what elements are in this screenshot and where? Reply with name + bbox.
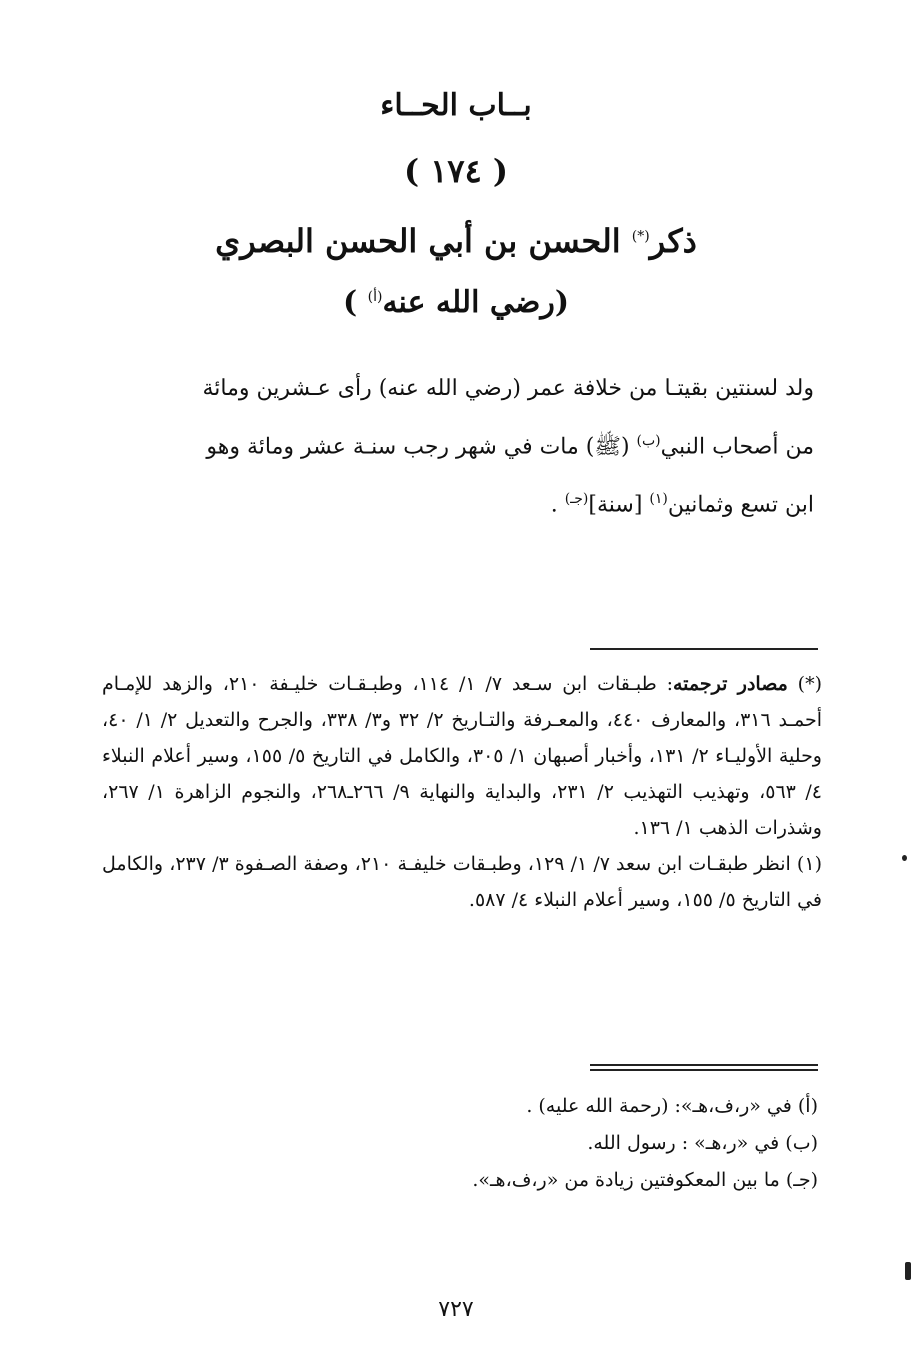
body-text-span: من أصحاب النبي <box>660 434 814 460</box>
note-marker-b: (ب) <box>636 433 661 449</box>
entry-subheading <box>0 285 912 320</box>
footnote-1 <box>102 846 822 918</box>
note-marker-c: (جـ) <box>564 491 589 508</box>
note-marker-1: (١) <box>649 491 668 508</box>
entry-number: ( ١٧٤ ) <box>403 152 509 190</box>
page-number: ٧٢٧ <box>438 1297 474 1322</box>
body-text-span: [سنة] <box>588 492 650 518</box>
footnote-1-marker: (١) <box>796 853 822 875</box>
body-line <box>102 473 814 531</box>
body-text-span: (ﷺ) مات في شهر رجب سنـة عشر ومائة وهو <box>206 434 637 460</box>
subheading-close-paren: ) <box>342 285 358 320</box>
sources-marker: (*) <box>797 673 822 695</box>
variant-a: (أ) في «ر،ف،هـ»: (رحمة الله عليه) . <box>526 1095 818 1117</box>
variant-b: (ب) في «ر،هـ» : رسول الله. <box>587 1132 818 1154</box>
scan-edge-mark <box>905 1262 911 1280</box>
variant-readings <box>98 1088 818 1199</box>
heading-name: الحسن بن أبي الحسن البصري <box>215 222 621 260</box>
sources-label: مصادر ترجمته <box>672 673 788 695</box>
body-text-span: ابن تسع وثمانين <box>667 492 814 518</box>
sources-text: : طبـقات ابن سـعد ٧/ ١/ ١١٤، وطبـقـات خليـفة ٢١٠، والزهد للإمـام أحمـد ٣١٦، والمعارف ٤٤٠، والمعـرفة والتـاريخ ٢/ ٣٢ و٣/ ٣٣٨، والجرح والتعديل ٢/ ١/ ٤٠، وحلية الأوليـاء ٢/ ١٣١، وأخبار أصبهان ١/ ٣٠٥، والكامل في التاريخ ٥/ ١٥٥، وسير أعلام النبلاء ٤/ ٥٦٣، وتهذيب التهذيب ٢/ ٢٣١، والبداية والنهاية ٩/ ٢٦٦ـ٢٦٨، والنجوم الزاهرة ١/ ٢٦٧، وشذرات الذهب ١/ ١٣٦. <box>102 673 823 839</box>
body-line: ولد لسنتين بقيتـا من خلافة عمر (رضي الله عنه) رأى عـشرين ومائة <box>202 376 814 401</box>
variant-c: (جـ) ما بين المعكوفتين زيادة من «ر،ف،هـ». <box>472 1169 818 1191</box>
body-line <box>102 415 814 473</box>
chapter-title: بــاب الحــاء <box>380 88 532 123</box>
entry-heading <box>0 222 912 260</box>
body-paragraph <box>102 362 814 532</box>
heading-prefix: ذكر <box>649 222 697 260</box>
body-text-span: . <box>550 492 565 518</box>
heading-note-marker: (*) <box>631 228 650 245</box>
scan-speck <box>902 855 907 861</box>
footnote-1-text: انظر طبقـات ابن سعد ٧/ ١/ ١٢٩، وطبـقات خليفـة ٢١٠، وصفة الصـفوة ٣/ ٢٣٧، والكامل في التاريخ ٥/ ١٥٥، وسير أعلام النبلاء ٤/ ٥٨٧. <box>102 853 822 911</box>
subheading-text: رضي الله عنه <box>382 285 555 320</box>
subheading-open-paren: ( <box>554 285 570 320</box>
variants-divider <box>590 1064 818 1066</box>
variants-divider-second-rule <box>590 1069 818 1071</box>
sources-footnote <box>102 666 822 846</box>
footnotes-block <box>102 666 822 918</box>
footnote-divider <box>590 648 818 650</box>
subheading-note-marker: (أ) <box>367 289 383 305</box>
